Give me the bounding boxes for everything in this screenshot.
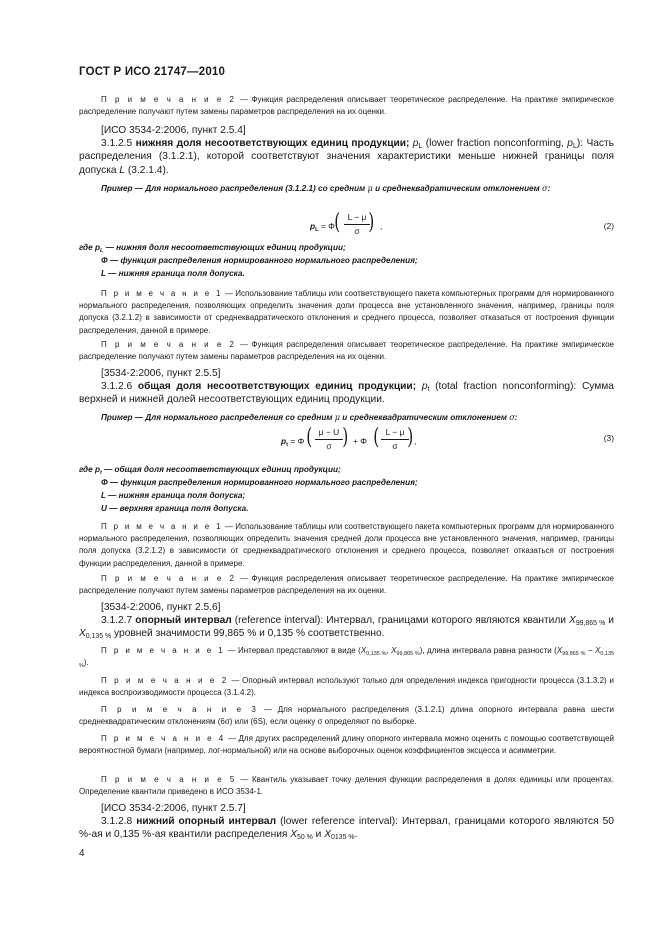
quantile-symbol: X <box>556 646 563 655</box>
quantile-sub: 99,865 % <box>562 651 586 657</box>
reference-4 <box>79 802 614 815</box>
fraction-bar-2 <box>381 439 409 440</box>
note-2 <box>79 339 614 363</box>
separator: , <box>386 646 392 655</box>
definition-tail: (3.2.1.4). <box>127 164 169 176</box>
quantile-symbol: X <box>324 829 332 841</box>
symbol-sub: t <box>427 386 430 393</box>
note-text: — Опорный интервал используют только для определения индекса пригодности процесса (3.1.3.2) и индекса воспроизводимости процесса (3.1.4.2). <box>79 676 614 698</box>
formula-number: (3) <box>603 433 614 443</box>
english-term: (total fraction nonconforming): <box>435 381 577 392</box>
where-item-text: — нижняя доля несоответствующих единиц продукции; <box>103 243 346 252</box>
note-label: П р и м е ч а н и е 1 <box>101 522 223 531</box>
formula-2 <box>0 210 661 244</box>
quantile-sub: 0,135 % <box>79 651 615 670</box>
clause-number: 3.1.2.5 <box>101 138 133 149</box>
example-text: Пример — Для нормального распределения (3.1.2.1) со средним <box>101 184 366 193</box>
definition-text: (lower reference interval): Интервал, границами которого являются 50 %-ая и 0,135 %-ая квантили распределения <box>79 816 614 841</box>
sigma-symbol: σ <box>541 183 548 193</box>
period: . <box>354 829 358 841</box>
example-text-mid: и среднеквадратическим отклонением <box>342 413 507 422</box>
definition-3-1-2-8 <box>79 815 614 842</box>
note-label: П р и м е ч а н и е 4 <box>101 734 226 743</box>
conjunction: и <box>315 829 322 841</box>
definition-tail: уровней значимости 99,865 % и 0,135 % соответственно. <box>114 628 385 640</box>
colon: : <box>547 184 551 193</box>
right-paren: ) <box>342 425 349 450</box>
left-paren: ( <box>334 210 341 235</box>
formula-lhs-sub: t <box>286 442 289 448</box>
note-label: П р и м е ч а н и е 2 <box>101 676 229 685</box>
left-paren: ( <box>306 425 313 450</box>
note-text: ). <box>83 658 89 668</box>
fraction-numerator: L − μ <box>347 212 367 222</box>
fraction-denominator: σ <box>354 226 360 236</box>
where-list-1 <box>79 241 614 280</box>
formula-lhs <box>281 436 304 446</box>
term: нижний опорный интервал <box>136 816 277 827</box>
fraction-denominator-2: σ <box>392 441 398 451</box>
note-4-interval <box>79 733 614 757</box>
sigma-symbol: σ <box>509 412 515 422</box>
left-paren: ( <box>373 425 380 450</box>
note-2-second <box>79 573 614 597</box>
english-term: (lower fraction nonconforming, <box>425 138 564 149</box>
quantile-symbol: X <box>290 829 298 841</box>
quantile-sub: 0,135 % <box>85 633 112 641</box>
formula-number: (2) <box>603 221 614 231</box>
reference-text: [3534-2:2006, пункт 2.5.5] <box>101 368 221 379</box>
note-text: — Квантиль указывает точку деления функции распределения в долях единицы или процентах. Определение квантили приведено в ИСО 3534-1. <box>79 775 615 797</box>
reference-2 <box>79 367 614 380</box>
note-1 <box>79 288 614 337</box>
reference-text: [ИСО 3534-2:2006, пункт 2.5.4] <box>101 125 246 136</box>
quantile-sub: 0,135 % <box>366 651 387 657</box>
clause-number: 3.1.2.6 <box>101 381 133 392</box>
quantile-sub: 50 % <box>297 834 313 842</box>
definition-3-1-2-5 <box>79 137 614 177</box>
where-item-sub: t <box>99 470 102 476</box>
symbol-L: L <box>119 164 126 176</box>
example-text: Пример — Для нормального распределения со средним <box>101 413 333 422</box>
definition-3-1-2-7 <box>79 614 614 641</box>
note-text: — Интервал представляют в виде ( <box>225 646 361 655</box>
formula-3 <box>0 424 661 460</box>
note-text: — Использование таблицы или соответствующего пакета компьютерных программ для нормированного нормального распределения, позволяющих определить значения средней доли процесса вне установленного значения, например, границы поля допуска (3.2.1.2) в зависимости от среднеквадратического отклонения и среднего процесса, позволяет отказаться от построения функции распределения, данной в примере. <box>79 522 614 568</box>
example-text-mid: и среднеквадратическим отклонением <box>375 184 540 193</box>
note-label: П р и м е ч а н и е 1 <box>101 646 226 655</box>
fraction-bar <box>344 224 370 225</box>
definition-text: (reference interval): Интервал, границами которого являются квантили <box>234 615 566 626</box>
formula-phi: = Φ <box>290 436 305 446</box>
formula-lhs-sub: L <box>315 227 319 233</box>
note-label: П р и м е ч а н и е 3 <box>101 705 259 714</box>
symbol-2: p <box>567 138 573 149</box>
note-label: П р и м е ч а н и е 2 <box>101 340 237 349</box>
definition-text: ): Часть распределения (3.1.2.1), которой соответствуют значения характеристики меньше нижней границы поля допуска <box>79 138 614 176</box>
note-text: — Для других распределений длину опорного интервала можно оценить с помощью соответствующей вероятностной бумаги (например, лог-нормальной) или на основе выборочных оценок коэффициентов эксцесса и асимметрии. <box>79 734 615 756</box>
note-label: П р и м е ч а н и е 5 <box>101 775 237 784</box>
quantile-sub: 99,865 % <box>575 620 606 627</box>
note-label: П р и м е ч а н и е 1 <box>101 289 223 298</box>
note-text: — Функция распределения описывает теоретическое распределение. На практике эмпирическое распределение получают путем замены параметров распределения на их оценки. <box>79 95 615 117</box>
formula-phi: = Φ <box>320 221 335 231</box>
where-item: U — верхняя граница поля допуска. <box>101 504 249 513</box>
reference-1 <box>79 124 614 137</box>
note-1-interval <box>79 645 614 669</box>
fraction-numerator-1: μ − U <box>318 427 340 437</box>
note-text: — Функция распределения описывает теоретическое распределение. На практике эмпирическое распределение получают путем замены параметров распределения на их оценки. <box>79 574 615 596</box>
term: нижняя доля несоответствующих единиц продукции; <box>135 138 410 149</box>
quantile-symbol: X <box>360 646 367 655</box>
formula-lhs-symbol: p <box>310 221 316 231</box>
formula-plus-phi: + Φ <box>353 436 367 446</box>
where-item: где p <box>79 243 100 252</box>
where-item: Φ — функция распределения нормированного нормального распределения; <box>101 256 418 265</box>
where-item: L — нижняя граница поля допуска. <box>101 269 245 278</box>
term: опорный интервал <box>135 615 232 626</box>
note-5-interval <box>79 774 614 798</box>
conjunction: и <box>608 615 614 626</box>
minus: − <box>585 646 596 655</box>
document-header: ГОСТ Р ИСО 21747—2010 <box>79 66 226 78</box>
where-item: где p <box>79 465 100 474</box>
fraction-bar-1 <box>315 439 343 440</box>
quantile-symbol: X <box>391 646 397 655</box>
clause-number: 3.1.2.7 <box>101 615 133 626</box>
symbol-2-sub: L <box>572 143 577 150</box>
fraction-numerator-2: L − μ <box>385 427 405 437</box>
note-3-interval <box>79 704 614 728</box>
symbol-sub: L <box>418 143 423 150</box>
quantile-sub: 0135 % <box>331 834 355 842</box>
note-text: — Функция распределения описывает теоретическое распределение. На практике эмпирическое распределение получают путем замены параметров распределения на их оценки. <box>79 340 615 362</box>
note-1-second <box>79 521 614 570</box>
where-list-2 <box>79 463 614 515</box>
definition-3-1-2-6 <box>79 380 614 407</box>
reference-3 <box>79 601 614 614</box>
term: общая доля несоответствующих единиц продукции; <box>137 381 417 392</box>
where-item-text: — общая доля несоответствующих единиц продукции; <box>101 465 341 474</box>
note-text: ), длина интервала равна разности ( <box>419 646 557 655</box>
note-2-interval <box>79 675 614 699</box>
reference-text: [3534-2:2006, пункт 2.5.6] <box>101 602 221 613</box>
colon: : <box>514 413 518 422</box>
example-1 <box>79 182 614 195</box>
where-item-sub: L <box>99 248 104 254</box>
note-text: — Использование таблицы или соответствующего пакета компьютерных программ для нормированного нормального распределения, позволяющих определить значения доли процесса вне установленного значения, например, границы поля допуска (3.2.1.2) в зависимости от среднеквадратического отклонения и среднего процесса, позволяет отказаться от построения функции распределения, данной в примере. <box>79 289 614 335</box>
clause-number: 3.1.2.8 <box>101 816 133 827</box>
mu-symbol: μ <box>334 412 341 422</box>
symbol: p <box>421 381 428 392</box>
formula-lhs-symbol: p <box>281 436 287 446</box>
where-item: L — нижняя граница поля допуска; <box>101 491 246 500</box>
note-2-top <box>79 94 614 118</box>
quantile-symbol: X <box>569 615 576 626</box>
reference-text: [ИСО 3534-2:2006, пункт 2.5.7] <box>101 803 246 814</box>
page-number: 4 <box>79 848 85 859</box>
formula-comma: , <box>414 436 417 446</box>
quantile-sub: 99,865 % <box>396 651 420 657</box>
where-item: Φ — функция распределения нормированного нормального распределения; <box>101 478 418 487</box>
quantile-symbol: X <box>79 628 86 640</box>
fraction-denominator-1: σ <box>326 441 332 451</box>
definition-text: Сумма верхней и нижней долей несоответствующих единиц продукции. <box>79 381 614 406</box>
symbol: p <box>412 138 419 149</box>
quantile-symbol: X <box>595 646 601 655</box>
formula-comma: , <box>380 221 383 231</box>
note-text: — Для нормального распределения (3.1.2.1) длина опорного интервала равна шести среднеквадратическим отклонениям (6σ) или (6S), если оценку σ определяют по выборке. <box>79 705 615 727</box>
note-label: П р и м е ч а н и е 2 <box>101 574 237 583</box>
right-paren: ) <box>407 425 414 450</box>
formula-lhs <box>310 221 335 231</box>
mu-symbol: μ <box>367 183 373 193</box>
right-paren: ) <box>368 210 375 235</box>
example-2 <box>79 411 614 424</box>
note-label: П р и м е ч а н и е 2 <box>101 95 237 104</box>
